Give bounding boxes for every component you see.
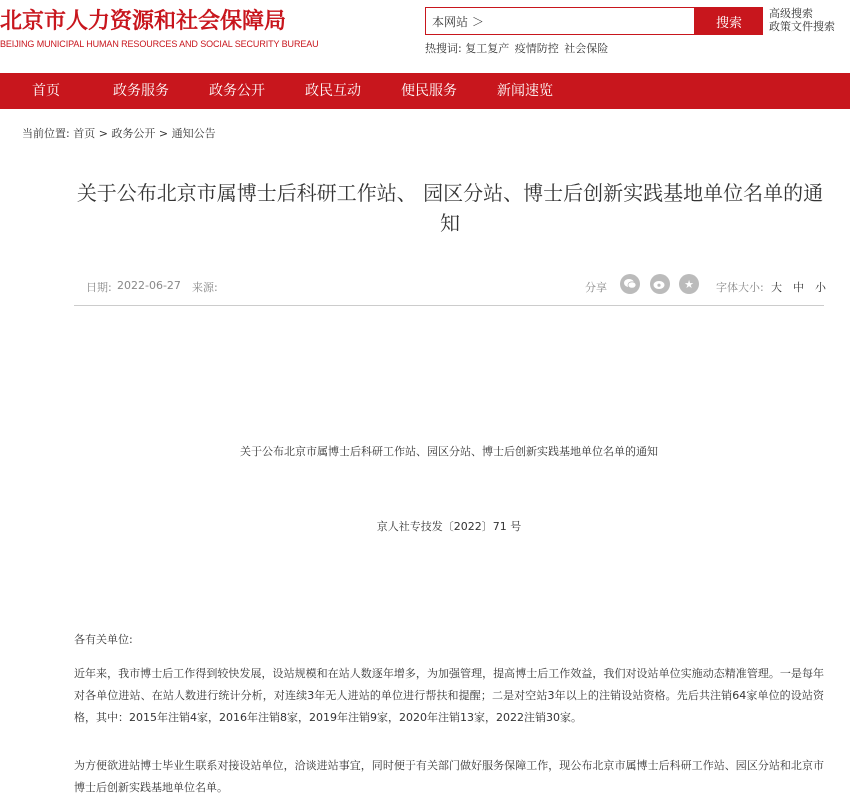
policy-search-link[interactable]: 政策文件搜索 xyxy=(769,20,835,33)
hot-word-link[interactable]: 复工复产 xyxy=(465,42,510,55)
font-size-medium-button[interactable]: 中 xyxy=(793,281,804,294)
font-size-label: 字体大小: xyxy=(716,281,764,294)
breadcrumb-separator: > xyxy=(155,127,172,140)
main-nav xyxy=(0,73,850,109)
hot-words xyxy=(425,40,610,56)
paragraph: 为方便欲进站博士毕业生联系对接设站单位，洽谈进站事宜，同时便于有关部门做好服务保障工作，现公布北京市属博士后科研工作站、园区分站和北京市博士后创新实践基地单位名单。 xyxy=(74,759,824,794)
paragraph: 近年来，我市博士后工作得到较快发展，设站规模和在站人数逐年增多，为加强管理，提高博士后工作效益，我们对设站单位实施动态精准管理。一是每年对各单位进站、在站人数进行统计分析，对连续3年无人进站的单位进行帮扶和提醒；二是对空站3年以上的注销设站资格。先后共注销64家单位的设站资格，其中：2015年注销4家，2016年注销8家，2019年注销9家，2020年注销13家，2022注销30家。 xyxy=(74,667,824,724)
breadcrumb xyxy=(22,125,216,141)
breadcrumb-label: 当前位置: xyxy=(22,127,70,140)
breadcrumb-item-gov-open[interactable]: 政务公开 xyxy=(111,127,156,140)
document-title: 关于公布北京市属博士后科研工作站、园区分站、博士后创新实践基地单位名单的通知 xyxy=(240,445,658,458)
search-links xyxy=(769,7,835,33)
hot-word-link[interactable]: 社会保险 xyxy=(564,42,609,55)
source-label: 来源: xyxy=(192,281,218,294)
breadcrumb-item-notices[interactable]: 通知公告 xyxy=(171,127,216,140)
document-number: 京人社专技发〔2022〕71 号 xyxy=(376,520,522,533)
hot-word-link[interactable]: 疫情防控 xyxy=(514,42,559,55)
breadcrumb-item-home[interactable]: 首页 xyxy=(73,127,96,140)
nav-item-citizen-services[interactable]: 便民服务 xyxy=(401,83,457,99)
search-button[interactable]: 搜索 xyxy=(695,7,763,35)
wechat-icon[interactable] xyxy=(620,274,640,294)
search-input[interactable] xyxy=(425,7,695,35)
breadcrumb-separator: > xyxy=(95,127,112,140)
advanced-search-link[interactable]: 高级搜索 xyxy=(769,7,813,20)
site-header xyxy=(0,0,850,73)
font-size-large-button[interactable]: 大 xyxy=(771,281,782,294)
site-logo-cn[interactable]: 北京市人力资源和社会保障局 xyxy=(0,9,287,34)
nav-item-news[interactable]: 新闻速览 xyxy=(497,83,553,99)
nav-item-gov-services[interactable]: 政务服务 xyxy=(113,83,169,99)
date-label: 日期: xyxy=(86,281,112,294)
hot-words-label: 热搜词: xyxy=(425,42,462,55)
site-logo-en: BEIJING MUNICIPAL HUMAN RESOURCES AND SOCIAL SECURITY BUREAU xyxy=(0,39,319,49)
nav-item-gov-open[interactable]: 政务公开 xyxy=(209,83,265,99)
nav-item-home[interactable]: 首页 xyxy=(32,83,60,99)
font-size-small-button[interactable]: 小 xyxy=(815,281,826,294)
article-title: 关于公布北京市属博士后科研工作站、 园区分站、博士后创新实践基地单位名单的通知 xyxy=(76,181,824,235)
favorite-icon[interactable]: ★ xyxy=(679,274,699,294)
publish-date: 2022-06-27 xyxy=(117,279,181,292)
salutation: 各有关单位: xyxy=(74,633,133,646)
article-meta xyxy=(74,270,824,306)
search-scope-select[interactable]: 本网站 ＞ xyxy=(432,15,484,29)
weibo-icon[interactable] xyxy=(650,274,670,294)
nav-item-interaction[interactable]: 政民互动 xyxy=(305,83,361,99)
share-label: 分享 xyxy=(585,281,607,294)
